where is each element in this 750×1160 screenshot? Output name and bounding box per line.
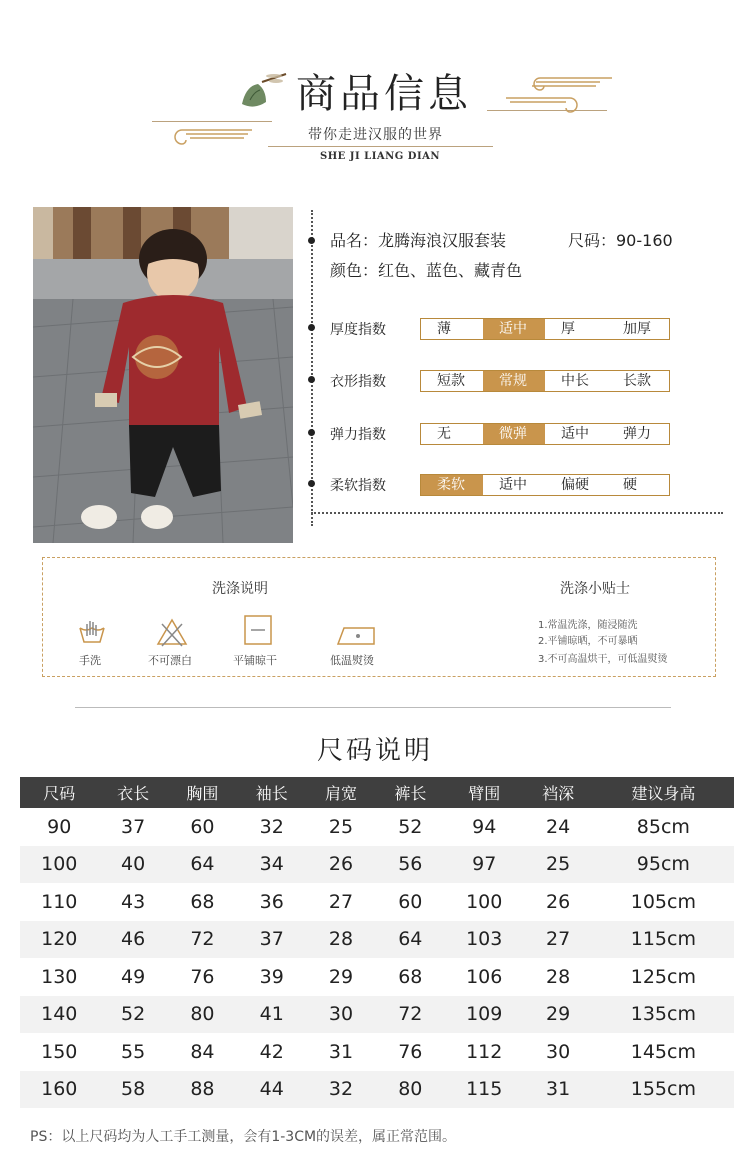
- table-header-cell: 裆深: [523, 777, 592, 808]
- table-cell: 68: [398, 965, 423, 988]
- wash-tips-title: 洗涤小贴士: [560, 581, 630, 597]
- dotted-guide-horizontal: [311, 512, 723, 514]
- table-cell: 90: [47, 815, 72, 838]
- dotted-guide-vertical: [311, 210, 313, 526]
- index-option: 中长: [561, 373, 589, 389]
- index-option-selected: 适中: [483, 319, 545, 339]
- table-cell: 34: [237, 846, 306, 884]
- table-cell: 76: [398, 1040, 423, 1063]
- table-cell: 56: [376, 846, 445, 884]
- table-cell: 52: [98, 996, 167, 1034]
- product-name: 品名：龙腾海浪汉服套装: [330, 231, 507, 250]
- index-scale: [420, 474, 670, 496]
- index-option: 长款: [623, 373, 651, 389]
- table-cell: 68: [190, 890, 215, 913]
- index-label: 衣形指数: [330, 374, 386, 390]
- table-cell: 31: [328, 1040, 354, 1063]
- product-size-range: 尺码：90-160: [568, 231, 673, 250]
- table-cell: 115: [445, 1071, 523, 1109]
- table-cell: 55: [121, 1040, 146, 1063]
- table-cell: 37: [121, 815, 146, 838]
- wash-tip: 1.常温洗涤，随浸随洗: [538, 620, 638, 631]
- low-iron-caption: 低温熨烫: [330, 654, 374, 667]
- table-cell: 37: [237, 921, 306, 959]
- table-cell: 80: [168, 996, 237, 1034]
- table-cell: 160: [20, 1071, 98, 1109]
- table-cell: 110: [41, 890, 78, 913]
- table-cell: 60: [190, 815, 215, 838]
- flat-dry-icon: [242, 614, 274, 646]
- table-cell: 150: [41, 1040, 78, 1063]
- cloud-decoration-icon: [500, 68, 618, 114]
- hand-wash-icon: [76, 616, 108, 648]
- table-cell: 46: [98, 921, 167, 959]
- table-cell: 28: [306, 921, 375, 959]
- table-cell: 97: [445, 846, 523, 884]
- table-cell: 29: [328, 965, 354, 988]
- section-divider: [75, 707, 671, 708]
- table-cell: 130: [41, 965, 78, 988]
- header-divider: [268, 146, 493, 147]
- index-option: 薄: [437, 321, 451, 337]
- low-iron-icon: [336, 618, 376, 650]
- table-cell: 112: [466, 1040, 503, 1063]
- bullet-dot: [308, 376, 315, 383]
- table-cell: 105cm: [630, 890, 696, 913]
- table-header-cell: 裤长: [376, 777, 445, 808]
- index-label: 柔软指数: [330, 478, 386, 494]
- table-row: [20, 883, 734, 921]
- table-row: [20, 996, 734, 1034]
- index-option-selected: 柔软: [421, 475, 483, 495]
- table-header-cell: 袖长: [237, 777, 306, 808]
- index-option-selected: 常规: [483, 371, 545, 391]
- table-cell: 76: [190, 965, 215, 988]
- bullet-dot: [308, 429, 315, 436]
- bullet-dot: [308, 237, 315, 244]
- table-cell: 30: [306, 996, 375, 1034]
- wash-tip: 3.不可高温烘干，可低温熨烫: [538, 654, 668, 665]
- table-cell: 88: [168, 1071, 237, 1109]
- table-header-cell: 胸围: [168, 777, 237, 808]
- table-cell: 43: [121, 890, 146, 913]
- bullet-dot: [308, 480, 315, 487]
- table-cell: 27: [328, 890, 354, 913]
- index-label: 弹力指数: [330, 427, 386, 443]
- table-cell: 94: [472, 815, 497, 838]
- table-cell: 49: [121, 965, 146, 988]
- table-cell: 64: [376, 921, 445, 959]
- flat-dry-caption: 平铺晾干: [233, 654, 277, 667]
- table-cell: 25: [328, 815, 354, 838]
- index-option: 适中: [499, 477, 527, 493]
- table-cell: 58: [98, 1071, 167, 1109]
- table-cell: 41: [237, 996, 306, 1034]
- no-bleach-icon: [156, 616, 188, 648]
- table-cell: 106: [466, 965, 503, 988]
- table-cell: 26: [306, 846, 375, 884]
- index-option: 加厚: [623, 321, 651, 337]
- index-scale: [420, 318, 670, 340]
- table-cell: 125cm: [630, 965, 696, 988]
- table-row: [20, 808, 734, 846]
- table-cell: 26: [546, 890, 571, 913]
- table-header-cell: 肩宽: [306, 777, 375, 808]
- table-row: [20, 921, 734, 959]
- table-row: [20, 1071, 734, 1109]
- table-cell: 39: [259, 965, 284, 988]
- table-cell: 109: [445, 996, 523, 1034]
- page-subtitle: 带你走进汉服的世界: [308, 127, 443, 143]
- page-title: 商品信息: [296, 71, 472, 117]
- table-cell: 80: [376, 1071, 445, 1109]
- table-cell: 72: [376, 996, 445, 1034]
- index-scale: [420, 423, 670, 445]
- table-cell: 95cm: [593, 846, 734, 884]
- table-header-cell: 建议身高: [593, 777, 734, 808]
- table-row: [20, 1033, 734, 1071]
- index-option: 厚: [561, 321, 575, 337]
- table-cell: 32: [259, 815, 284, 838]
- table-cell: 60: [398, 890, 423, 913]
- table-cell: 100: [20, 846, 98, 884]
- table-cell: 25: [523, 846, 592, 884]
- table-cell: 84: [190, 1040, 215, 1063]
- wash-tip: 2.平铺晾晒，不可暴晒: [538, 636, 638, 647]
- table-header-row: [20, 777, 734, 808]
- size-table: [20, 777, 734, 1108]
- table-cell: 52: [398, 815, 423, 838]
- product-photo: [33, 207, 293, 543]
- table-cell: 28: [546, 965, 571, 988]
- table-cell: 36: [259, 890, 284, 913]
- index-option: 短款: [437, 373, 465, 389]
- hand-wash-caption: 手洗: [79, 654, 101, 667]
- table-cell: 115cm: [593, 921, 734, 959]
- table-cell: 120: [20, 921, 98, 959]
- lotus-dragonfly-icon: [236, 70, 288, 112]
- page-pinyin: SHE JI LIANG DIAN: [320, 151, 441, 162]
- index-label: 厚度指数: [330, 322, 386, 338]
- index-option: 无: [437, 426, 451, 442]
- wash-title: 洗涤说明: [212, 581, 268, 597]
- bullet-dot: [308, 324, 315, 331]
- product-colors: 颜色：红色、蓝色、藏青色: [330, 261, 523, 280]
- index-option-selected: 微弹: [483, 424, 545, 444]
- table-cell: 30: [546, 1040, 571, 1063]
- size-chart-title: 尺码说明: [316, 736, 433, 766]
- table-cell: 103: [445, 921, 523, 959]
- table-row: [20, 846, 734, 884]
- index-option: 适中: [561, 426, 589, 442]
- index-scale: [420, 370, 670, 392]
- table-cell: 27: [523, 921, 592, 959]
- table-cell: 85cm: [636, 815, 690, 838]
- no-bleach-caption: 不可漂白: [148, 654, 192, 667]
- table-row: [20, 958, 734, 996]
- table-header-cell: 尺码: [20, 777, 98, 808]
- table-cell: 140: [20, 996, 98, 1034]
- table-header-cell: 衣长: [98, 777, 167, 808]
- table-cell: 100: [466, 890, 503, 913]
- table-cell: 31: [523, 1071, 592, 1109]
- table-cell: 72: [168, 921, 237, 959]
- table-header-cell: 臂围: [445, 777, 523, 808]
- table-cell: 44: [237, 1071, 306, 1109]
- measurement-note: PS：以上尺码均为人工手工测量，会有1-3CM的误差，属正常范围。: [30, 1129, 457, 1145]
- table-cell: 40: [98, 846, 167, 884]
- table-cell: 155cm: [593, 1071, 734, 1109]
- table-cell: 64: [168, 846, 237, 884]
- cloud-decoration-icon: [152, 120, 262, 150]
- table-cell: 29: [523, 996, 592, 1034]
- table-cell: 24: [546, 815, 571, 838]
- table-cell: 42: [259, 1040, 284, 1063]
- index-option: 硬: [623, 477, 637, 493]
- table-cell: 32: [306, 1071, 375, 1109]
- index-option: 偏硬: [561, 477, 589, 493]
- index-option: 弹力: [623, 426, 651, 442]
- table-cell: 135cm: [593, 996, 734, 1034]
- table-cell: 145cm: [630, 1040, 696, 1063]
